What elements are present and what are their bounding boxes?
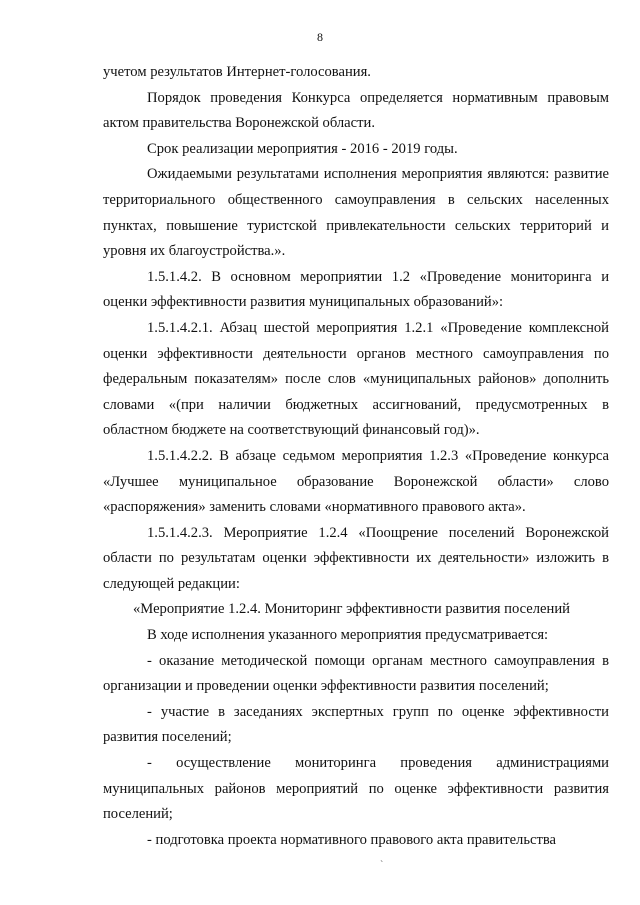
list-item-2: - участие в заседаниях экспертных групп по оценке эффективности развития поселений; xyxy=(103,703,609,746)
paragraph-5: 1.5.1.4.2. В основном мероприятии 1.2 «Проведение мониторинга и оценки эффективности развития муниципальных образований»: xyxy=(103,268,609,311)
paragraph-8: 1.5.1.4.2.3. Мероприятие 1.2.4 «Поощрение поселений Воронежской области по результатам оценки эффективности их деятельности» изложить в следующей редакции: xyxy=(103,524,609,592)
paragraph-2: Порядок проведения Конкурса определяется нормативным правовым актом правительства Воронежской области. xyxy=(103,89,609,132)
list-item-4: - подготовка проекта нормативного правового акта правительства xyxy=(147,831,557,848)
list-item-1: - оказание методической помощи органам местного самоуправления в организации и проведении оценки эффективности развития поселений; xyxy=(103,652,609,695)
scan-speck: ` xyxy=(380,860,384,871)
paragraph-3: Срок реализации мероприятия - 2016 - 2019 годы. xyxy=(147,140,458,157)
list-item-3: - осуществление мониторинга проведения администрациями муниципальных районов мероприятий по оценке эффективности развития поселений; xyxy=(103,755,609,823)
paragraph-9: «Мероприятие 1.2.4. Мониторинг эффективности развития поселений xyxy=(133,601,570,618)
paragraph-4: Ожидаемыми результатами исполнения мероприятия являются: развитие территориального общественного самоуправления в сельских населенных пунктах, повышение туристской привлекательности сельских территорий и уровня их благоустройства.». xyxy=(103,166,609,260)
document-body xyxy=(103,60,609,853)
paragraph-10: В ходе исполнения указанного мероприятия предусматривается: xyxy=(147,627,549,644)
page-number: 8 xyxy=(317,30,323,44)
paragraph-1: учетом результатов Интернет-голосования. xyxy=(103,64,371,80)
paragraph-7: 1.5.1.4.2.2. В абзаце седьмом мероприятия 1.2.3 «Проведение конкурса «Лучшее муниципальное образование Воронежской области» слово «распоряжения» заменить словами «нормативного правового акта». xyxy=(103,447,609,516)
paragraph-6: 1.5.1.4.2.1. Абзац шестой мероприятия 1.2.1 «Проведение комплексной оценки эффективности деятельности органов местного самоуправления по федеральным показателям» после слов «муниципальных районов» дополнить словами «(при наличии бюджетных ассигнований, предусмотренных в областном бюджете на соответствующий финансовый год)». xyxy=(103,319,609,439)
